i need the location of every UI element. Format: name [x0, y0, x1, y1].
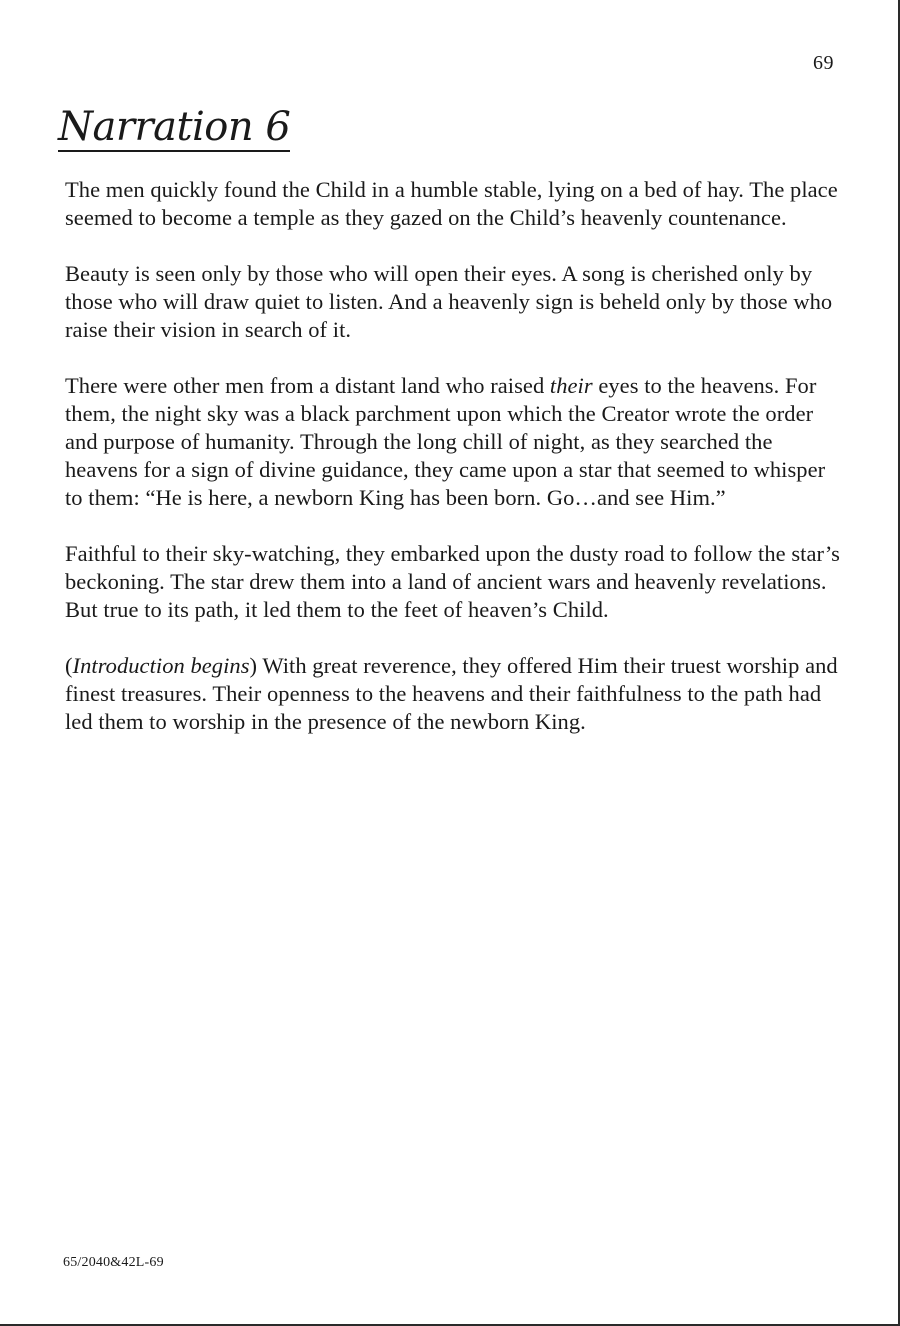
narration-text [65, 176, 845, 764]
paragraph-3-end: eyes to the heavens. For them, the night sky was a black parchment upon which the Creator wrote the order and purpose of humanity. Through the long chill of night, as they searched the heavens for a sign of divine guidance, they came upon a star that seemed to whisper to them: “He is here, a newborn King has been born. Go…and see Him.” [65, 373, 826, 510]
catalog-code: 65/2040&42L-69 [63, 1255, 164, 1270]
paragraph-5 [65, 652, 845, 736]
paragraph-3 [65, 372, 845, 512]
paragraph-5-text: With great reverence, they offered Him their truest worship and finest treasures. Their openness to the heavens and their faithfulness to the path had led them to worship in the presence of the newborn King. [65, 653, 838, 734]
paragraph-4: Faithful to their sky-watching, they embarked upon the dusty road to follow the star’s beckoning. The star drew them into a land of ancient wars and heavenly revelations. But true to its path, it led them to the feet of heaven’s Child. [65, 541, 840, 622]
page-number: 69 [813, 52, 834, 74]
page-title: Narration 6 [58, 104, 291, 150]
stage-direction: Introduction begins [72, 653, 250, 678]
paragraph-2: Beauty is seen only by those who will open their eyes. A song is cherished only by those who will draw quiet to listen. And a heavenly sign is beheld only by those who raise their vision in search of it. [65, 261, 833, 342]
paragraph-3-start: There were other men from a distant land who raised [65, 373, 550, 398]
paragraph-3-emphasis: their [549, 373, 593, 398]
paren-close: ) [249, 653, 258, 678]
paren-open: ( [65, 653, 73, 678]
paragraph-1: The men quickly found the Child in a humble stable, lying on a bed of hay. The place seemed to become a temple as they gazed on the Child’s heavenly countenance. [65, 177, 838, 230]
